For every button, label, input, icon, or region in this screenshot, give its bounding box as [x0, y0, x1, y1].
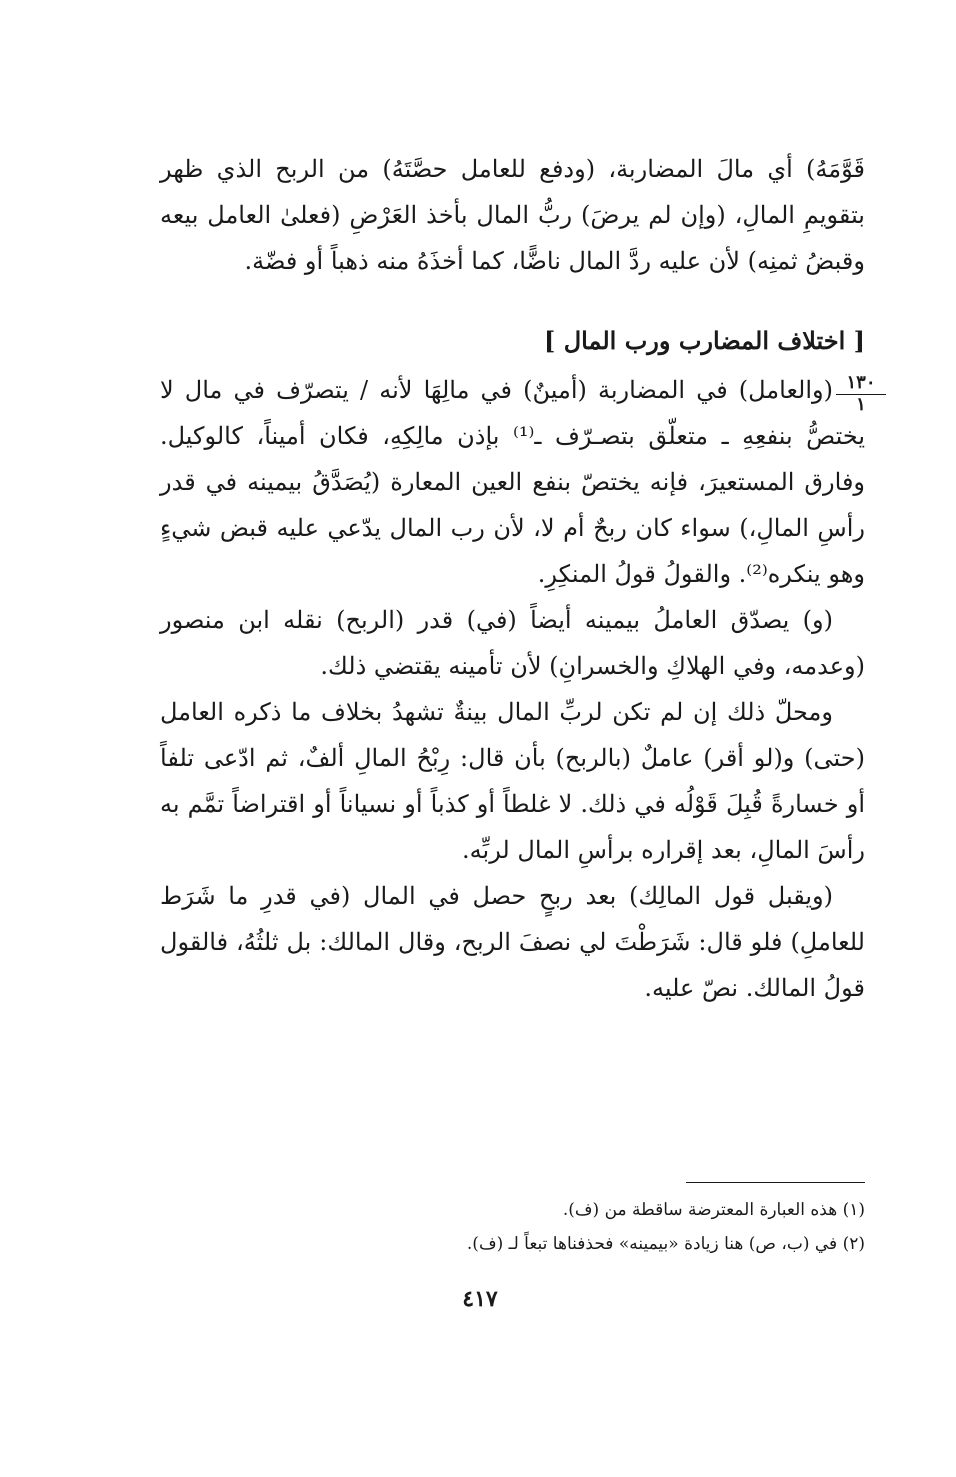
footnotes	[160, 1193, 865, 1261]
body-paragraph: (و) يصدّق العاملُ بيمينه أيضاً (في) قدر (الربح) نقله ابن منصور (وعدمه، وفي الهلاكِ والخسرانِ) لأن تأمينه يقتضي ذلك.	[160, 606, 865, 680]
page-number: ٤١٧	[462, 1286, 498, 1312]
body-paragraph: ومحلّ ذلك إن لم تكن لربِّ المال بينةٌ تشهدُ بخلاف ما ذكره العامل (حتى) و(لو أقر) عاملٌ (بالربح) بأن قال: رِبْحُ المالِ ألفٌ، ثم ادّعى تلفاً أو خسارةً قُبِلَ قَوْلُه في ذلك. لا غلطاً أو كذباً أو نسياناً أو اقتراضاً تمَّم به رأسَ المالِ، بعد إقراره برأسِ المال لربِّه.	[160, 698, 865, 864]
body-text-block	[160, 367, 865, 1011]
margin-folio-number: ١٣٠	[836, 373, 886, 395]
body-paragraph: (ويقبل قول المالِك) بعد ربحٍ حصل في المال (في قدرِ ما شَرَط للعاملِ) فلو قال: شَرَطْتَ لي نصفَ الربح، وقال المالك: بل ثلثُهُ، فالقول قولُ المالك. نصّ عليه.	[160, 882, 865, 1002]
footnote-item: (٢) في (ب، ص) هنا زيادة «بيمينه» فحذفناها تبعاً لـ (ف).	[466, 1234, 865, 1254]
footnote-separator	[686, 1182, 865, 1183]
footnote-item: (١) هذه العبارة المعترضة ساقطة من (ف).	[562, 1200, 865, 1220]
intro-text-block	[160, 146, 865, 284]
section-heading: [ اختلاف المضارب ورب المال ]	[544, 326, 865, 355]
intro-paragraph: قَوَّمَهُ) أي مالَ المضاربة، (ودفع للعامل حصَّتَهُ) من الربح الذي ظهر بتقويمِ المالِ، (وإن لم يرضَ) ربُّ المال بأخذ العَرْضِ (فعلىٰ العامل بيعه وقبضُ ثمنِه) لأن عليه ردَّ المال ناضًّا، كما أخذَهُ منه ذهباً أو فضّة.	[160, 155, 865, 275]
body-paragraph: (والعامل) في المضاربة (أمينٌ) في مالِهَا لأنه / يتصرّف في مال لا يختصُّ بنفعِهِ ـ متعلّق بتصـرّف ـ⁽¹⁾ بإذن مالِكِهِ، فكان أميناً، كالوكيل. وفارق المستعيرَ، فإنه يختصّ بنفع العين المعارة (يُصَدَّقُ بيمينه في قدر رأسِ المالِ،) سواء كان ربحٌ أم لا، لأن رب المال يدّعي عليه قبض شيءٍ وهو ينكره⁽²⁾. والقولُ قولُ المنكِرِ.	[160, 376, 866, 588]
margin-folio-side: ١	[856, 394, 866, 415]
